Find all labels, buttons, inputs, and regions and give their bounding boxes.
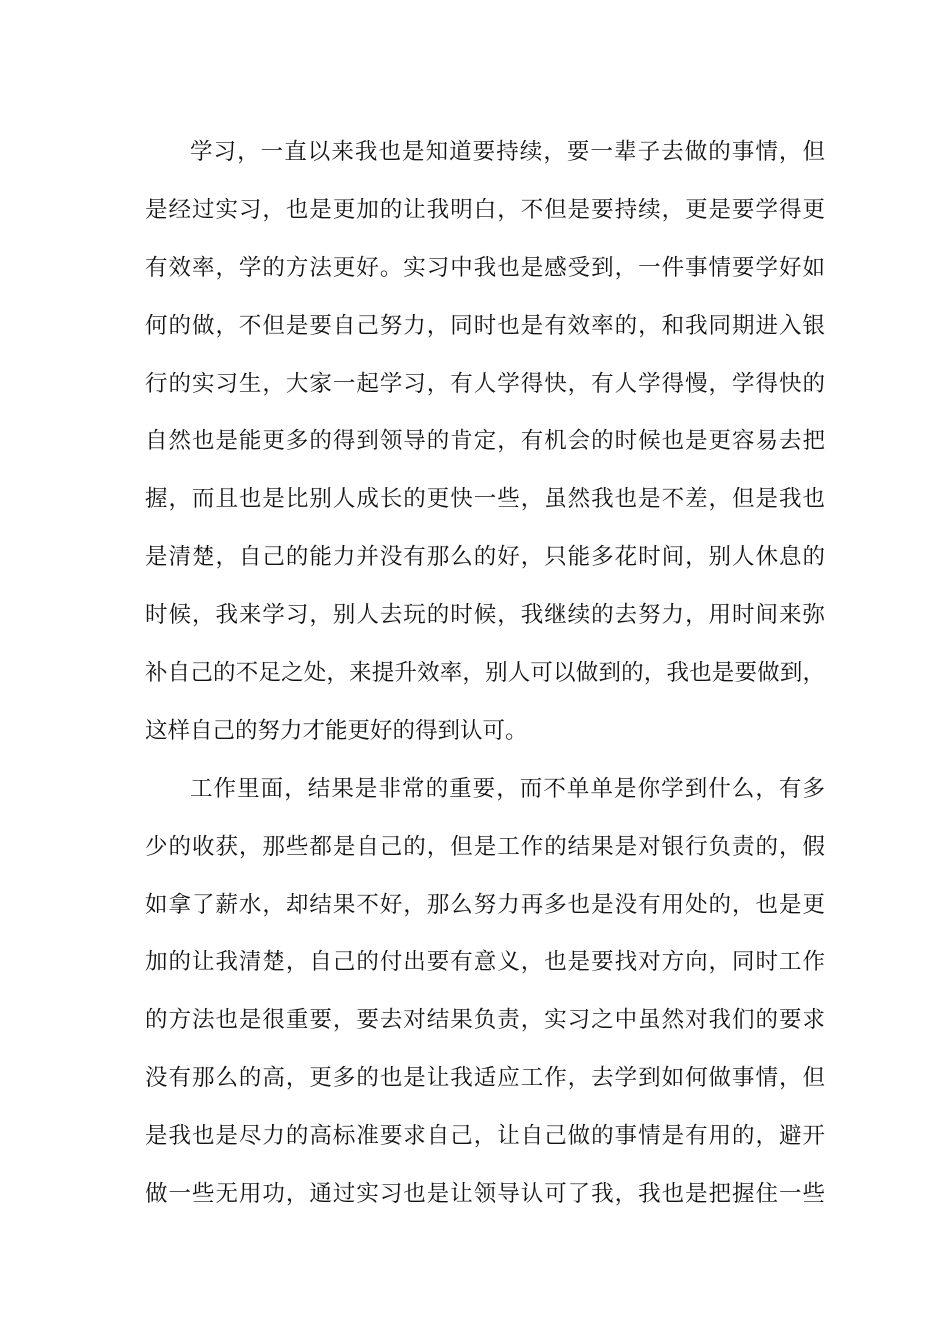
text-line: 何的做，不但是要自己努力，同时也是有效率的，和我同期进入银 <box>145 313 825 339</box>
text-line: 少的收获，那些都是自己的，但是工作的结果是对银行负责的，假 <box>145 834 825 860</box>
text-line: 时候，我来学习，别人去玩的时候，我继续的去努力，用时间来弥 <box>145 602 825 628</box>
text-line: 有效率，学的方法更好。实习中我也是感受到，一件事情要学好如 <box>145 255 825 281</box>
text-line: 自然也是能更多的得到领导的肯定，有机会的时候也是更容易去把 <box>145 428 825 454</box>
text-line: 这样自己的努力才能更好的得到认可。 <box>145 718 528 744</box>
text-line: 加的让我清楚，自己的付出要有意义，也是要找对方向，同时工作 <box>145 949 825 975</box>
text-line: 如拿了薪水，却结果不好，那么努力再多也是没有用处的，也是更 <box>145 892 825 918</box>
text-line: 是清楚，自己的能力并没有那么的好，只能多花时间，别人休息的 <box>145 544 825 570</box>
text-line: 工作里面，结果是非常的重要，而不单单是你学到什么，有多 <box>190 776 825 802</box>
text-line: 没有那么的高，更多的也是让我适应工作，去学到如何做事情，但 <box>145 1065 825 1091</box>
text-line: 学习，一直以来我也是知道要持续，要一辈子去做的事情，但 <box>190 139 825 165</box>
text-line: 行的实习生，大家一起学习，有人学得快，有人学得慢，学得快的 <box>145 371 825 397</box>
text-line: 是我也是尽力的高标准要求自己，让自己做的事情是有用的，避开 <box>145 1123 825 1149</box>
text-line: 补自己的不足之处，来提升效率，别人可以做到的，我也是要做到， <box>145 660 825 686</box>
text-line: 是经过实习，也是更加的让我明白，不但是要持续，更是要学得更 <box>145 197 825 223</box>
text-line: 做一些无用功，通过实习也是让领导认可了我，我也是把握住一些 <box>145 1181 825 1207</box>
text-line: 握，而且也是比别人成长的更快一些，虽然我也是不差，但是我也 <box>145 486 825 512</box>
text-line: 的方法也是很重要，要去对结果负责，实习之中虽然对我们的要求 <box>145 1007 825 1033</box>
